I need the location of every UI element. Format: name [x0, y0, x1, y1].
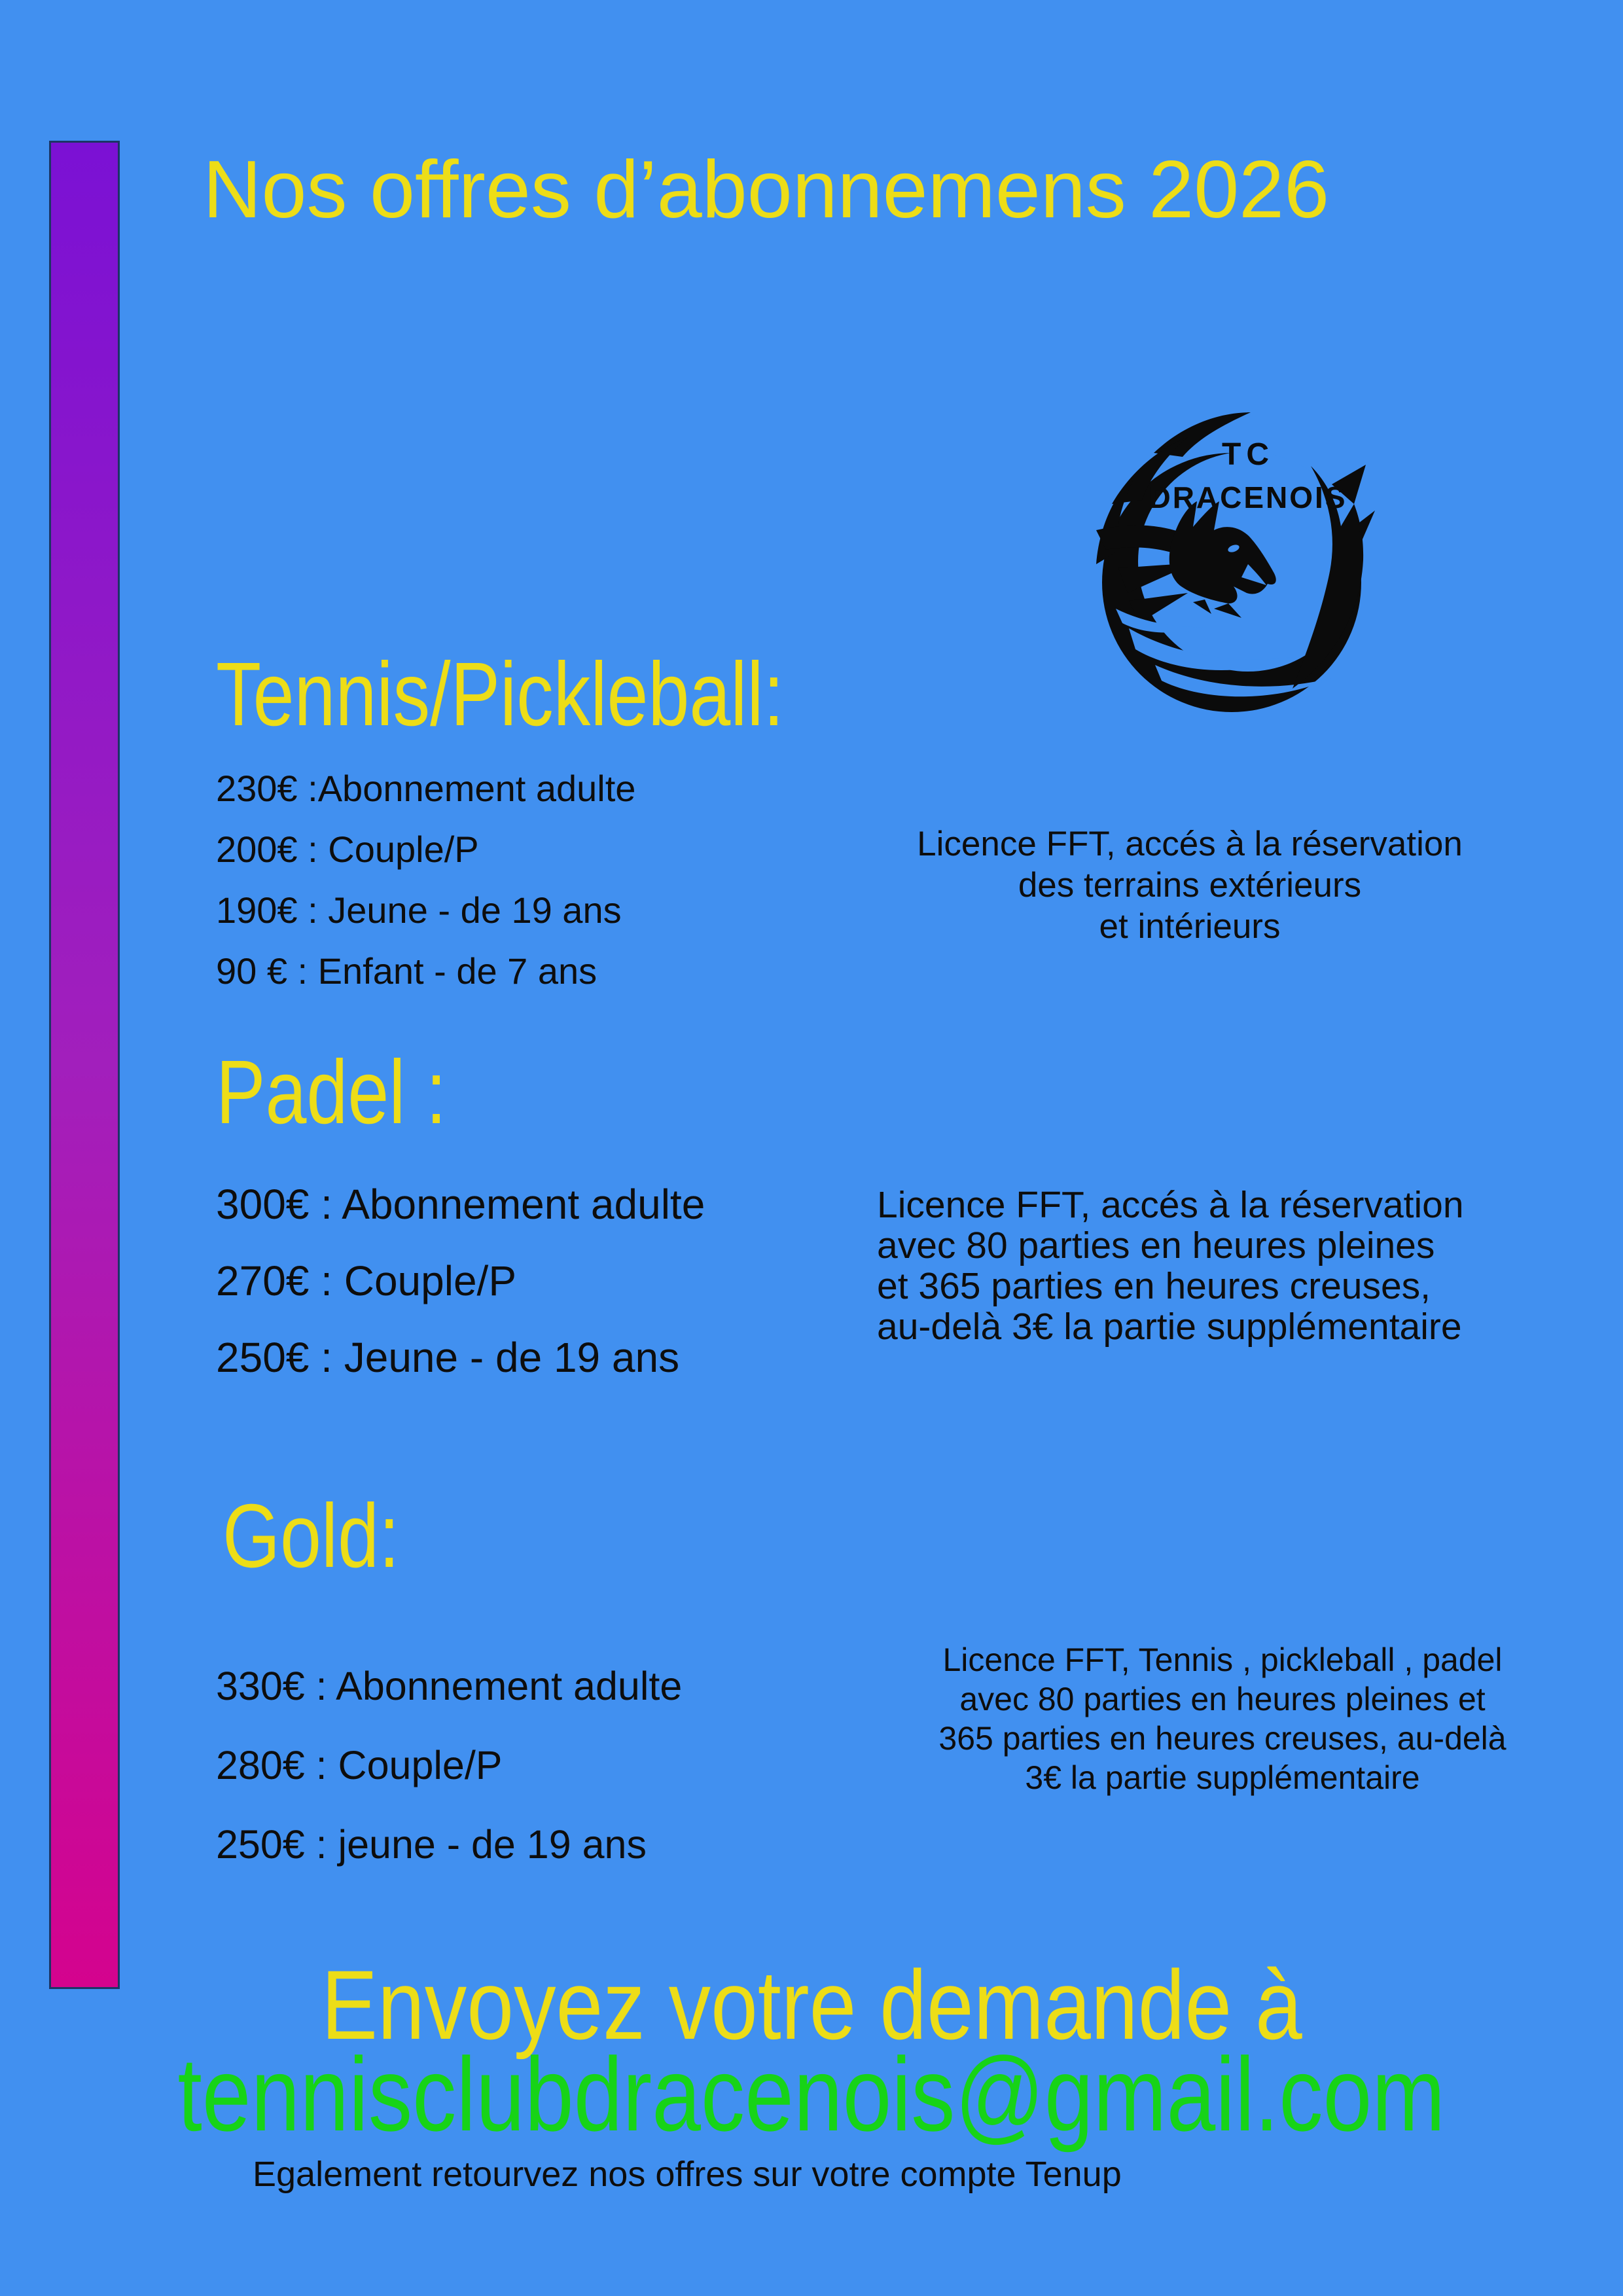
price-line: 250€ : Jeune - de 19 ans — [216, 1334, 680, 1381]
price-line: 90 € : Enfant - de 7 ans — [216, 950, 597, 992]
price-line: 330€ : Abonnement adulte — [216, 1664, 683, 1708]
gradient-side-bar — [49, 141, 120, 1989]
cta-text: Envoyez votre demande à — [321, 1950, 1302, 2060]
email-line — [0, 2036, 1623, 2153]
benefits-line: Licence FFT, Tennis , pickleball , padel — [942, 1641, 1503, 1678]
section-heading-tennis-pickleball — [216, 644, 909, 745]
page-title: Nos offres d’abonnemens 2026 — [203, 145, 1330, 235]
tennis-price-list — [216, 758, 635, 1001]
price-line: 250€ : jeune - de 19 ans — [216, 1822, 647, 1867]
price-line: 200€ : Couple/P — [216, 829, 479, 870]
section-heading-gold-text: Gold: — [223, 1486, 400, 1587]
benefits-line: et intérieurs — [1099, 907, 1281, 946]
benefits-line: et 365 parties en heures creuses, — [877, 1265, 1431, 1307]
benefits-line: des terrains extérieurs — [1018, 866, 1362, 905]
email-text: tennisclubdracenois@gmail.com — [177, 2036, 1446, 2153]
section-heading-padel-text: Padel : — [216, 1042, 447, 1143]
benefits-line: avec 80 parties en heures pleines et — [959, 1681, 1486, 1717]
padel-benefits — [877, 1185, 1597, 1347]
padel-price-list — [216, 1166, 705, 1396]
benefits-line: avec 80 parties en heures pleines — [877, 1225, 1435, 1266]
club-logo — [1077, 393, 1391, 733]
logo-text-dracenois: DRACENOIS — [1149, 480, 1347, 514]
price-line: 280€ : Couple/P — [216, 1743, 503, 1787]
benefits-line: 3€ la partie supplémentaire — [1025, 1759, 1420, 1796]
benefits-line: 365 parties en heures creuses, au-delà — [938, 1720, 1507, 1757]
gold-price-list — [216, 1647, 682, 1884]
gold-benefits — [876, 1640, 1569, 1797]
price-line: 230€ :Abonnement adulte — [216, 768, 636, 809]
price-line: 270€ : Couple/P — [216, 1257, 516, 1304]
benefits-line: au-delà 3€ la partie supplémentaire — [877, 1306, 1462, 1348]
benefits-line: Licence FFT, accés à la réservation — [877, 1184, 1464, 1226]
logo-text-tc: TC — [1222, 437, 1274, 472]
section-heading-tennis-pickleball-text: Tennis/Pickleball: — [216, 644, 784, 745]
price-line: 300€ : Abonnement adulte — [216, 1181, 705, 1228]
dragon-icon — [1077, 393, 1391, 733]
section-heading-gold — [223, 1486, 438, 1587]
benefits-line: Licence FFT, accés à la réservation — [917, 825, 1463, 863]
footer-note: Egalement retourvez nos offres sur votre compte Tenup — [253, 2155, 1122, 2194]
price-line: 190€ : Jeune - de 19 ans — [216, 889, 622, 931]
tennis-benefits — [879, 823, 1501, 947]
section-heading-padel — [216, 1042, 497, 1143]
